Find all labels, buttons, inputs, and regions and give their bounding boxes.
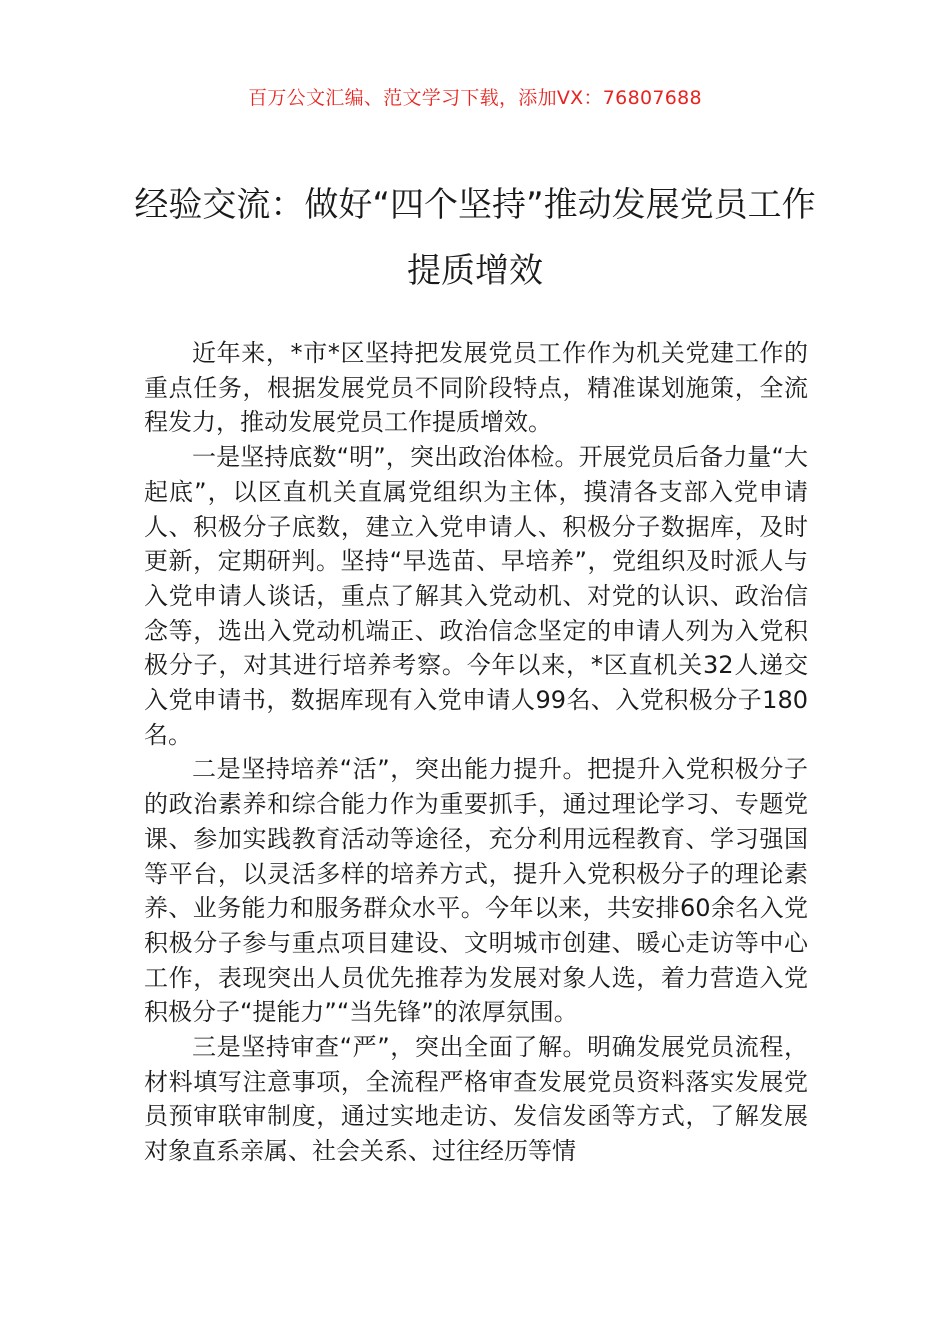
paragraph-intro: 近年来，*市*区坚持把发展党员工作作为机关党建工作的重点任务，根据发展党员不同阶段特点，精准谋划施策，全流程发力，推动发展党员工作提质增效。 bbox=[144, 339, 808, 437]
promo-banner: 百万公文汇编、范文学习下载，添加VX：76807688 bbox=[248, 87, 702, 109]
document-title: 经验交流：做好“四个坚持”推动发展党员工作提质增效 bbox=[134, 185, 816, 291]
paragraph-point-1: 一是坚持底数“明”，突出政治体检。开展党员后备力量“大起底”，以区直机关直属党组织为主体，摸清各支部入党申请人、积极分子底数，建立入党申请人、积极分子数据库，及时更新，定期研判。坚持“早选苗、早培养”，党组织及时派人与入党申请人谈话，重点了解其入党动机、对党的认识、政治信念等，选出入党动机端正、政治信念坚定的申请人列为入党积极分子，对其进行培养考察。今年以来，*区直机关32人递交入党申请书，数据库现有入党申请人99名、入党积极分子180名。 bbox=[144, 443, 808, 749]
paragraph-point-3: 三是坚持审查“严”，突出全面了解。明确发展党员流程，材料填写注意事项，全流程严格审查发展党员资料落实发展党员预审联审制度，通过实地走访、发信发函等方式，了解发展对象直系亲属、社会关系、过往经历等情 bbox=[144, 1033, 808, 1166]
paragraph-point-2: 二是坚持培养“活”，突出能力提升。把提升入党积极分子的政治素养和综合能力作为重要抓手，通过理论学习、专题党课、参加实践教育活动等途径，充分利用远程教育、学习强国等平台，以灵活多样的培养方式，提升入党积极分子的理论素养、业务能力和服务群众水平。今年以来，共安排60余名入党积极分子参与重点项目建设、文明城市创建、暖心走访等中心工作，表现突出人员优先推荐为发展对象人选，着力营造入党积极分子“提能力”“当先锋”的浓厚氛围。 bbox=[144, 755, 808, 1027]
document-body bbox=[144, 336, 808, 1169]
